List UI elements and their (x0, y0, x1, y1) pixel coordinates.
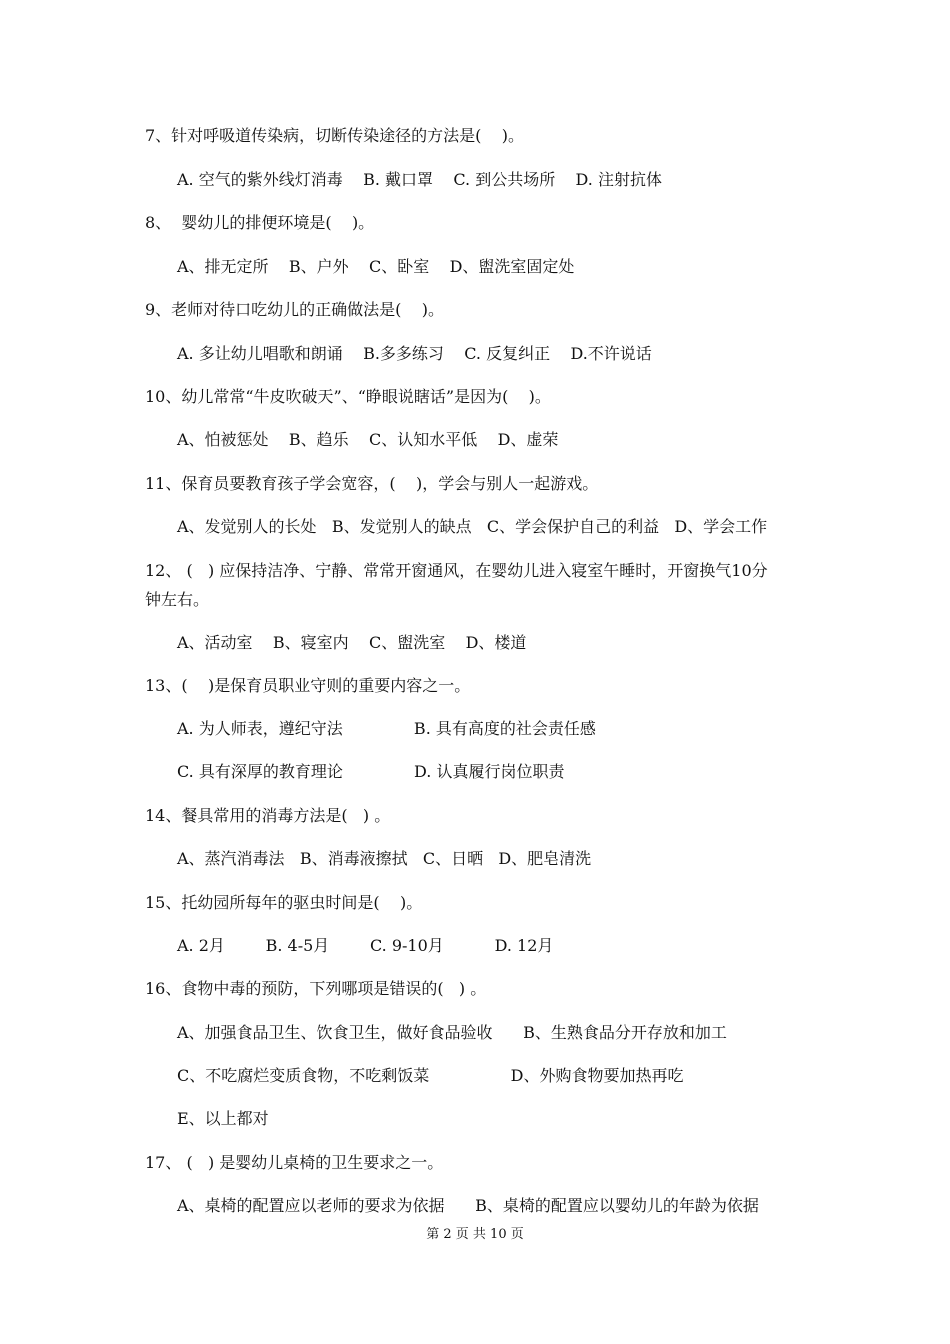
question-15-stem: 15、托幼园所每年的驱虫时间是( )。 (145, 893, 423, 912)
question-12-stem-continued: 钟左右。 (145, 590, 210, 609)
question-16-options-row-2: C、不吃腐烂变质食物，不吃剩饭菜 D、外购食物要加热再吃 (177, 1066, 684, 1085)
question-16-stem: 16、食物中毒的预防，下列哪项是错误的( ) 。 (145, 979, 487, 998)
question-12-options: A、活动室 B、寝室内 C、盥洗室 D、楼道 (177, 633, 527, 652)
question-7-stem: 7、针对呼吸道传染病，切断传染途径的方法是( )。 (145, 126, 525, 145)
question-12-stem: 12、 ( ) 应保持洁净、宁静、常常开窗通风，在婴幼儿进入寝室午睡时，开窗换气10分 (145, 561, 768, 580)
question-15-options: A. 2月 B. 4-5月 C. 9-10月 D. 12月 (177, 936, 554, 955)
question-14-stem: 14、餐具常用的消毒方法是( ) 。 (145, 806, 391, 825)
question-16-options-row-3: E、以上都对 (177, 1109, 269, 1128)
question-9-options: A. 多让幼儿唱歌和朗诵 B.多多练习 C. 反复纠正 D.不许说话 (177, 344, 652, 363)
question-10-stem: 10、幼儿常常“牛皮吹破天”、“睁眼说瞎话”是因为( )。 (145, 387, 551, 406)
question-8-options: A、排无定所 B、户外 C、卧室 D、盥洗室固定处 (177, 257, 575, 276)
question-11-stem: 11、保育员要教育孩子学会宽容，( )，学会与别人一起游戏。 (145, 474, 599, 493)
question-17-options: A、桌椅的配置应以老师的要求为依据 B、桌椅的配置应以婴幼儿的年龄为依据 (177, 1196, 759, 1215)
question-13-stem: 13、( )是保育员职业守则的重要内容之一。 (145, 676, 471, 695)
question-14-options: A、蒸汽消毒法 B、消毒液擦拭 C、日晒 D、肥皂清洗 (177, 849, 592, 868)
question-7-options: A. 空气的紫外线灯消毒 B. 戴口罩 C. 到公共场所 D. 注射抗体 (177, 170, 662, 189)
question-13-options-row-2: C. 具有深厚的教育理论 D. 认真履行岗位职责 (177, 762, 565, 781)
page-footer: 第 2 页 共 10 页 (426, 1227, 524, 1242)
question-9-stem: 9、老师对待口吃幼儿的正确做法是( )。 (145, 300, 445, 319)
question-10-options: A、怕被惩处 B、趋乐 C、认知水平低 D、虚荣 (177, 430, 559, 449)
question-11-options: A、发觉别人的长处 B、发觉别人的缺点 C、学会保护自己的利益 D、学会工作 (177, 517, 768, 536)
question-8-stem: 8、 婴幼儿的排便环境是( )。 (145, 213, 375, 232)
question-17-stem: 17、 ( ) 是婴幼儿桌椅的卫生要求之一。 (145, 1153, 444, 1172)
question-13-options-row-1: A. 为人师表，遵纪守法 B. 具有高度的社会责任感 (177, 719, 596, 738)
question-16-options-row-1: A、加强食品卫生、饮食卫生，做好食品验收 B、生熟食品分开存放和加工 (177, 1023, 727, 1042)
